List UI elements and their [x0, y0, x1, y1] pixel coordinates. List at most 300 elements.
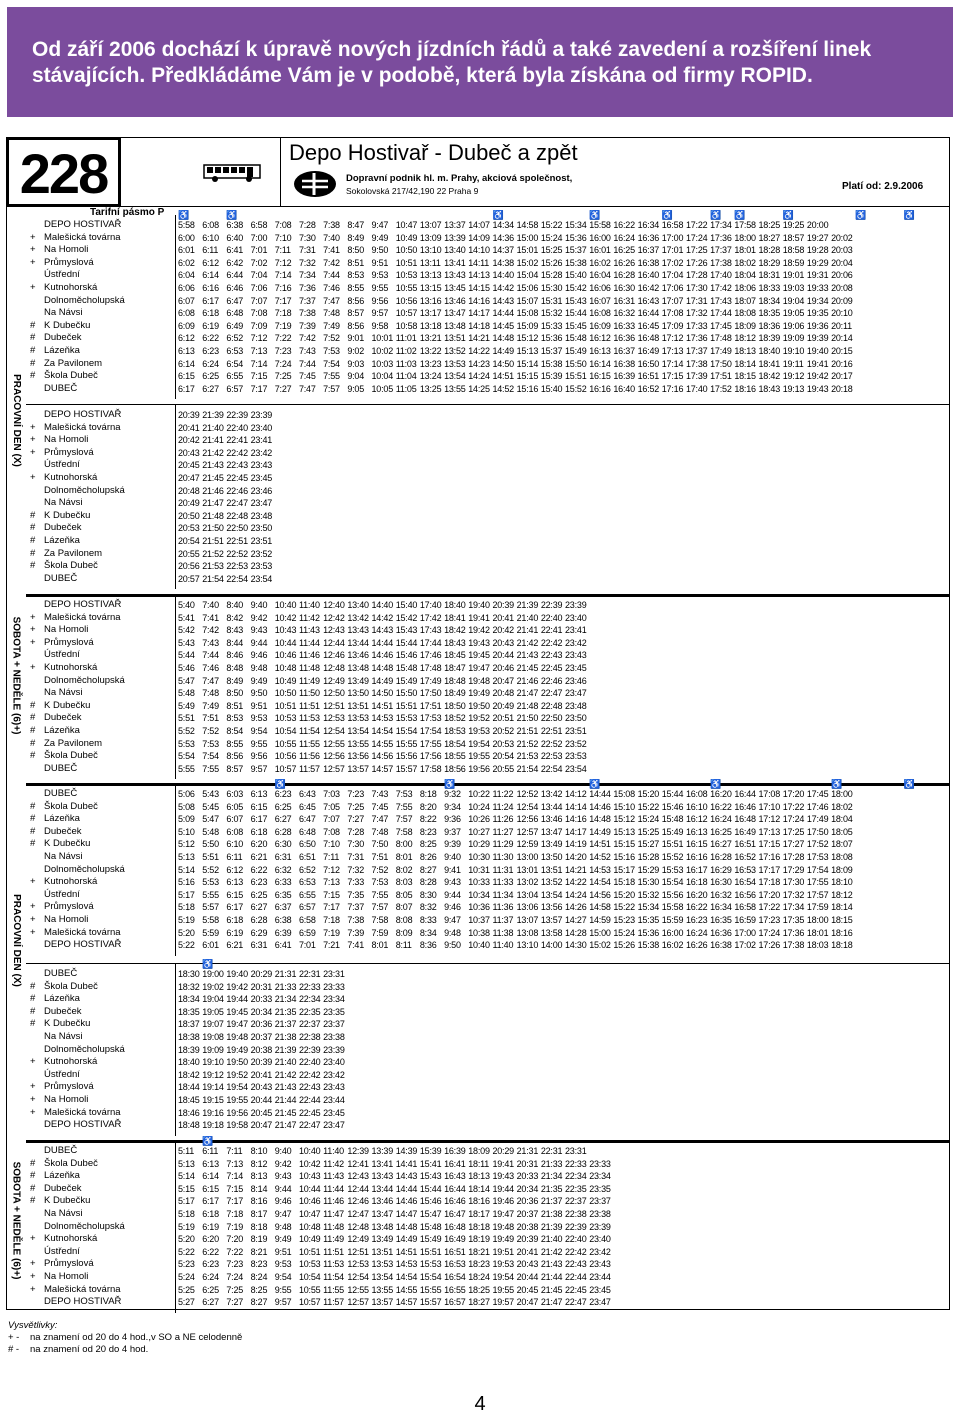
departure-time: 15:46: [395, 650, 418, 661]
departure-time: 17:31: [685, 295, 708, 306]
departure-time: 16:54: [734, 877, 756, 888]
departure-time: 19:42: [806, 371, 829, 382]
departure-time: 21:53: [516, 751, 539, 762]
timetable-row: [0, 497, 960, 510]
request-stop-mark: +: [30, 434, 36, 446]
departure-time: 20:41: [492, 612, 514, 623]
request-stop-mark: #: [30, 980, 36, 992]
departure-time: 18:40: [178, 1057, 200, 1068]
departure-time: 16:17: [685, 864, 708, 875]
departure-time: 18:13: [468, 1171, 490, 1182]
stop-name: Průmyslová: [44, 446, 94, 458]
departure-time: 21:44: [274, 1095, 297, 1105]
departure-times: [178, 1119, 347, 1132]
departure-time: 15:12: [516, 333, 539, 344]
departure-time: 17:50: [710, 358, 732, 369]
departure-time: 7:08: [323, 826, 340, 837]
stop-name: Na Návsi: [44, 1031, 83, 1042]
departure-time: 23:35: [323, 1006, 345, 1017]
departure-time: 8:42: [226, 612, 244, 623]
stop-name: Ústřední: [44, 649, 80, 661]
departure-time: 7:46: [202, 663, 219, 673]
timetable-row: [0, 1296, 960, 1309]
departure-time: 22:54: [540, 763, 563, 774]
departure-time: 16:46: [444, 1196, 466, 1207]
departure-time: 23:42: [250, 447, 273, 458]
departure-time: 21:53: [202, 561, 224, 572]
departure-time: 22:43: [226, 460, 248, 471]
departure-time: 15:51: [661, 839, 684, 850]
departure-time: 16:37: [613, 346, 635, 356]
timetable-row: [0, 864, 960, 877]
departure-times: [178, 1233, 613, 1246]
departure-time: 7:55: [202, 763, 219, 774]
departure-time: 5:40: [178, 600, 195, 610]
departure-time: 16:57: [444, 1297, 466, 1308]
departure-time: 22:38: [565, 1209, 587, 1219]
departure-time: 13:48: [371, 1221, 394, 1232]
departure-time: 21:47: [540, 1297, 563, 1308]
departure-time: 16:08: [589, 308, 611, 319]
departure-time: 17:13: [758, 826, 781, 837]
departure-time: 14:40: [371, 600, 394, 610]
departure-time: 16:38: [613, 358, 635, 369]
departure-time: 7:21: [323, 940, 340, 951]
departure-time: 6:25: [202, 1284, 219, 1295]
departure-times: [178, 1195, 613, 1208]
departure-time: 20:55: [492, 763, 514, 774]
stop-name: Lázeňka: [44, 813, 80, 825]
departure-time: 20:17: [831, 371, 853, 382]
departure-time: 9:56: [371, 295, 389, 306]
departure-time: 14:48: [395, 1221, 418, 1232]
departure-time: 19:49: [226, 1044, 248, 1055]
departure-time: 6:40: [226, 232, 244, 243]
stop-name: Malešická továrna: [44, 231, 121, 243]
departure-time: 10:42: [274, 612, 297, 623]
departure-time: 16:24: [613, 232, 635, 243]
departure-time: 19:08: [202, 1032, 224, 1042]
stop-name: Průmyslová: [44, 636, 94, 648]
departure-time: 19:55: [492, 1284, 514, 1295]
departure-time: 21:44: [540, 1272, 563, 1282]
departure-time: 20:55: [178, 548, 200, 559]
departure-times: [178, 345, 855, 358]
timetable-row: [0, 838, 960, 851]
departure-time: 8:03: [395, 877, 413, 888]
stop-name: Ústřední: [44, 459, 80, 471]
departure-time: 17:52: [806, 839, 829, 850]
departure-time: 11:40: [298, 600, 320, 610]
departure-time: 14:58: [589, 902, 611, 913]
departure-time: 14:51: [371, 700, 394, 711]
timetable-row: [0, 1233, 960, 1246]
departure-times: [178, 320, 855, 333]
departure-time: 16:45: [637, 320, 660, 331]
departure-time: 19:50: [468, 700, 490, 711]
departure-time: 16:38: [710, 940, 732, 951]
departure-time: 7:12: [323, 864, 340, 875]
departure-time: 15:24: [637, 814, 660, 825]
departure-time: 16:43: [444, 1171, 466, 1182]
departure-time: 10:57: [274, 763, 297, 774]
departure-time: 6:57: [226, 383, 244, 394]
departure-time: 11:30: [492, 852, 514, 862]
departure-time: 18:13: [734, 346, 756, 356]
departure-time: 7:27: [226, 1297, 244, 1308]
departure-time: 20:39: [250, 1057, 273, 1068]
departure-time: 21:42: [540, 1246, 563, 1257]
departure-time: 20:46: [492, 663, 514, 673]
departure-times: [178, 1094, 347, 1107]
departure-time: 20:16: [831, 358, 853, 369]
departure-time: 12:41: [347, 1158, 369, 1169]
departure-time: 12:43: [323, 625, 345, 636]
departure-time: 14:58: [516, 220, 539, 230]
departure-time: 11:04: [395, 371, 417, 382]
departure-time: 19:16: [202, 1107, 224, 1118]
departure-time: 11:40: [323, 1146, 344, 1156]
departure-time: 23:38: [589, 1209, 611, 1219]
stop-name: Za Pavilonem: [44, 547, 103, 559]
departure-time: 18:28: [758, 245, 781, 256]
timetable-row: [0, 485, 960, 498]
departure-time: 8:01: [371, 940, 389, 951]
timetable-row: [0, 1119, 960, 1132]
departure-time: 5:51: [202, 852, 219, 862]
stop-name: Dubeček: [44, 1182, 82, 1194]
departure-time: 17:12: [661, 333, 684, 344]
departure-time: 16:42: [637, 283, 660, 293]
departure-time: 6:17: [178, 383, 195, 394]
departure-time: 18:31: [758, 270, 781, 281]
departure-time: 6:07: [226, 814, 244, 825]
departure-time: 14:52: [589, 852, 611, 862]
departure-time: 20:36: [516, 1196, 539, 1207]
timetable-row: [0, 599, 960, 612]
request-stop-mark: +: [30, 611, 36, 623]
departure-time: 5:09: [178, 814, 195, 825]
departure-time: 11:46: [298, 650, 320, 661]
departure-time: 21:38: [274, 1032, 297, 1042]
departure-times: [178, 712, 589, 725]
departure-time: 19:57: [492, 1297, 514, 1308]
stop-name: DEPO HOSTIVAŘ: [44, 219, 122, 230]
stop-name: Malešická továrna: [44, 1283, 121, 1295]
departure-time: 6:57: [298, 902, 316, 913]
departure-time: 6:38: [226, 220, 244, 230]
departure-time: 20:45: [178, 460, 200, 471]
departure-time: 13:21: [419, 333, 442, 344]
departure-time: 21:40: [516, 612, 539, 623]
departure-time: 5:58: [202, 915, 219, 925]
departure-time: 9:39: [444, 839, 461, 850]
departure-time: 8:57: [226, 763, 244, 774]
request-stop-mark: #: [30, 509, 36, 521]
departure-time: 13:49: [347, 675, 369, 686]
departure-time: 13:56: [347, 751, 369, 762]
departure-time: 15:46: [419, 1196, 442, 1207]
departure-time: 8:27: [250, 1297, 268, 1308]
departure-time: 13:06: [516, 902, 539, 913]
departure-time: 10:02: [371, 346, 394, 356]
request-stop-mark: #: [30, 1005, 36, 1017]
departure-time: 21:48: [202, 510, 224, 521]
departure-times: [178, 675, 589, 688]
departure-time: 18:23: [468, 1259, 490, 1270]
departure-time: 19:13: [782, 383, 805, 394]
request-stop-mark: +: [30, 446, 36, 458]
departure-time: 15:28: [637, 852, 660, 862]
departure-time: 11:53: [323, 1259, 344, 1270]
departure-time: 5:49: [178, 700, 195, 711]
departure-time: 17:49: [806, 814, 829, 825]
departure-time: 5:53: [202, 877, 219, 888]
departure-time: 13:54: [347, 726, 369, 736]
wheelchair-icon: ♿: [178, 210, 190, 220]
departure-time: 17:48: [710, 333, 732, 344]
departure-time: 16:48: [444, 1221, 466, 1232]
timetable-row: [0, 244, 960, 257]
departure-time: 6:41: [226, 245, 244, 256]
departure-time: 18:01: [806, 927, 829, 938]
departure-time: 22:35: [298, 1006, 321, 1017]
departure-time: 19:15: [202, 1095, 224, 1105]
departure-times: [178, 738, 589, 751]
timetable-row: [0, 307, 960, 320]
departure-time: 7:18: [274, 308, 292, 319]
departure-time: 12:46: [323, 650, 345, 661]
departure-time: 17:14: [661, 358, 684, 369]
departure-time: 20:41: [178, 422, 200, 433]
departure-time: 18:09: [468, 1146, 490, 1156]
stop-name: Malešická továrna: [44, 926, 121, 938]
departure-time: 6:44: [226, 270, 244, 281]
departure-time: 18:02: [734, 257, 756, 268]
departure-time: 10:48: [298, 1221, 321, 1232]
departure-time: 7:38: [347, 915, 365, 925]
departure-time: 14:17: [468, 308, 490, 319]
departure-time: 6:45: [298, 801, 316, 812]
section-divider: [26, 1140, 950, 1143]
departure-time: 19:44: [226, 994, 248, 1005]
departure-time: 13:44: [540, 801, 563, 812]
timetable-row: [0, 981, 960, 994]
departure-time: 7:53: [371, 877, 389, 888]
departure-time: 16:36: [637, 232, 660, 243]
departure-time: 18:40: [444, 600, 466, 610]
departure-time: 14:54: [395, 1272, 418, 1282]
request-stop-mark: #: [30, 560, 36, 572]
departure-time: 14:43: [395, 1171, 418, 1182]
departure-time: 14:54: [371, 726, 394, 736]
departure-time: 23:51: [250, 536, 273, 546]
departure-time: 21:48: [516, 700, 539, 711]
departure-time: 23:34: [323, 994, 345, 1005]
departure-time: 16:15: [589, 371, 611, 382]
stop-name: Kutnohorská: [44, 662, 98, 673]
departure-time: 7:17: [226, 1196, 244, 1207]
departure-time: 12:55: [323, 738, 345, 749]
departure-time: 14:44: [371, 637, 394, 648]
departure-time: 10:56: [274, 751, 297, 762]
departure-time: 23:40: [589, 1234, 611, 1245]
departure-time: 9:05: [347, 383, 365, 394]
departure-time: 9:46: [274, 1196, 292, 1207]
timetable-row: [0, 409, 960, 422]
request-stop-mark: #: [30, 813, 36, 825]
departure-time: 21:34: [274, 994, 297, 1005]
timetable-row: [0, 1195, 960, 1208]
departure-time: 15:00: [589, 927, 611, 938]
departure-time: 23:53: [250, 561, 273, 572]
departure-time: 8:49: [347, 232, 365, 243]
departure-time: 21:45: [516, 663, 539, 673]
departure-time: 13:43: [371, 1171, 394, 1182]
departure-times: [178, 968, 347, 981]
departure-time: 10:51: [395, 257, 418, 268]
departure-time: 6:17: [250, 814, 268, 825]
departure-time: 14:41: [395, 1158, 418, 1169]
stop-name: Škola Dubeč: [44, 750, 98, 762]
departure-time: 15:02: [589, 940, 611, 951]
departure-time: 14:50: [492, 358, 514, 369]
departure-time: 7:14: [250, 358, 268, 369]
departure-time: 23:42: [589, 1246, 611, 1257]
departure-time: 9:40: [250, 600, 268, 610]
departure-time: 6:39: [274, 927, 292, 938]
departure-time: 12:39: [347, 1146, 369, 1156]
departure-time: 18:37: [178, 1019, 200, 1030]
departure-time: 6:46: [226, 283, 244, 293]
departure-time: 15:43: [565, 295, 587, 306]
departure-time: 11:36: [492, 902, 514, 913]
departure-time: 13:02: [516, 877, 539, 888]
departure-time: 14:43: [371, 625, 394, 636]
departure-time: 19:43: [468, 637, 490, 648]
departure-time: 16:48: [734, 814, 756, 825]
departure-time: 15:52: [661, 852, 684, 862]
departure-time: 7:19: [226, 1221, 244, 1232]
departure-time: 16:12: [685, 814, 708, 825]
departure-time: 14:23: [468, 358, 490, 369]
departure-time: 5:55: [178, 763, 195, 774]
departure-time: 15:25: [540, 245, 563, 256]
departure-time: 18:48: [178, 1120, 200, 1131]
departure-time: 18:05: [831, 826, 853, 837]
stop-name: Lázeňka: [44, 725, 80, 736]
stop-name: K Dubečku: [44, 1018, 91, 1030]
departure-time: 8:27: [419, 864, 437, 875]
departure-time: 7:36: [298, 283, 316, 293]
departure-time: 7:53: [323, 346, 340, 356]
departure-time: 8:18: [250, 1221, 268, 1232]
departure-time: 16:53: [734, 864, 756, 875]
departure-time: 23:44: [589, 1272, 611, 1282]
departure-time: 7:54: [202, 751, 219, 762]
departure-time: 15:57: [419, 1297, 442, 1308]
departure-time: 21:41: [202, 435, 224, 446]
departure-time: 7:17: [323, 902, 340, 913]
departure-time: 22:54: [226, 573, 248, 584]
departure-time: 13:57: [540, 915, 563, 925]
departure-time: 11:49: [298, 675, 320, 686]
departure-time: 6:12: [202, 257, 219, 268]
departure-time: 7:52: [202, 726, 219, 736]
departure-time: 21:39: [516, 600, 539, 610]
departure-time: 16:55: [444, 1284, 466, 1295]
timetable-row: [0, 510, 960, 523]
departure-time: 13:45: [444, 283, 466, 293]
departure-times: [178, 914, 855, 927]
stop-name: Lázeňka: [44, 535, 80, 546]
departure-time: 18:10: [831, 877, 853, 888]
departure-time: 14:44: [492, 308, 514, 319]
timetable-row: [0, 826, 960, 839]
departure-time: 19:10: [782, 346, 805, 356]
departure-time: 8:36: [419, 940, 437, 951]
departure-time: 8:57: [347, 308, 365, 319]
departure-time: 21:43: [540, 1259, 563, 1270]
wheelchair-icon: ♿: [734, 210, 746, 220]
stop-name: Dubeček: [44, 1005, 82, 1017]
departure-time: 18:04: [831, 814, 853, 825]
departure-time: 14:53: [395, 1259, 418, 1270]
departure-time: 13:08: [516, 927, 539, 938]
request-stop-mark: #: [30, 838, 36, 850]
departure-time: 16:40: [613, 383, 635, 394]
departure-time: 20:45: [516, 1284, 539, 1295]
departure-time: 11:37: [492, 915, 514, 925]
departure-time: 15:57: [395, 763, 418, 774]
departure-time: 18:09: [831, 864, 853, 875]
timetable-row: [0, 813, 960, 826]
departure-time: 7:59: [371, 927, 389, 938]
stop-name: Průmyslová: [44, 901, 94, 913]
departure-time: 6:25: [274, 801, 292, 812]
departure-time: 6:09: [178, 320, 195, 331]
departure-time: 6:19: [226, 927, 244, 938]
departure-time: 13:43: [444, 270, 466, 281]
departure-time: 7:07: [250, 295, 268, 306]
departure-time: 16:26: [685, 940, 708, 951]
departure-time: 19:34: [806, 295, 829, 306]
departure-time: 7:41: [202, 612, 219, 623]
departure-time: 8:56: [347, 320, 365, 331]
departure-time: 5:20: [178, 1234, 195, 1245]
departure-time: 13:24: [419, 371, 442, 382]
departure-time: 8:47: [347, 220, 365, 230]
departure-time: 17:53: [806, 852, 829, 862]
departure-time: 15:23: [613, 915, 635, 925]
departure-time: 11:03: [395, 358, 417, 369]
timetable-row: [0, 332, 960, 345]
departure-time: 19:25: [782, 220, 805, 230]
departure-time: 20:38: [516, 1221, 539, 1232]
departure-time: 19:48: [226, 1032, 248, 1042]
departure-time: 10:43: [298, 1171, 321, 1182]
departure-time: 10:57: [298, 1297, 321, 1308]
departure-time: 10:34: [468, 889, 490, 900]
departure-time: 17:42: [710, 283, 732, 293]
departure-time: 17:44: [710, 308, 732, 319]
departure-time: 20:57: [178, 573, 200, 584]
departure-time: 20:49: [178, 498, 200, 509]
departure-time: 19:42: [226, 981, 248, 992]
timetable-row: [0, 522, 960, 535]
request-stop-mark: +: [30, 1094, 36, 1105]
departure-time: 6:05: [226, 801, 244, 812]
